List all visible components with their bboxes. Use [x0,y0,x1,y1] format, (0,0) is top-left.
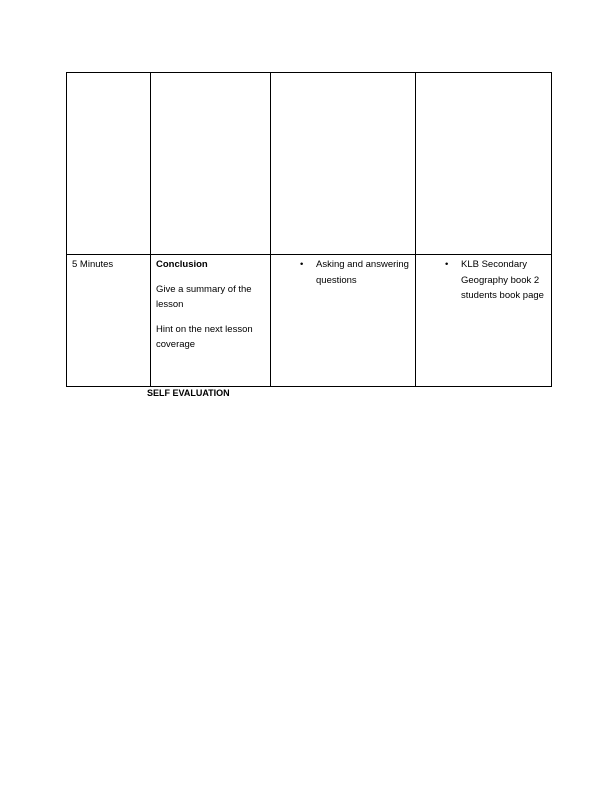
method-bullet-item [276,257,410,288]
resource-cell-empty [416,73,552,255]
lesson-plan-table [66,72,552,387]
bullet-icon: • [445,259,449,270]
self-evaluation-heading: SELF EVALUATION [147,388,230,398]
resource-bullet-item [421,257,546,304]
resource-text: KLB Secondary Geography book 2 students book page [461,259,544,301]
time-cell [67,255,151,387]
method-cell [271,255,416,387]
activity-line-summary: Give a summary of the lesson [156,283,252,310]
resource-cell [416,255,552,387]
time-cell-empty [67,73,151,255]
time-text: 5 Minutes [72,259,114,270]
method-cell-empty [271,73,416,255]
method-text: Asking and answering questions [316,259,409,286]
conclusion-heading: Conclusion [156,259,208,270]
activity-cell-empty [151,73,271,255]
activity-line-hint: Hint on the next lesson coverage [156,323,253,350]
activity-cell [151,255,271,387]
bullet-icon: • [300,259,304,270]
table-row-empty [67,73,552,255]
table-row-conclusion [67,255,552,387]
